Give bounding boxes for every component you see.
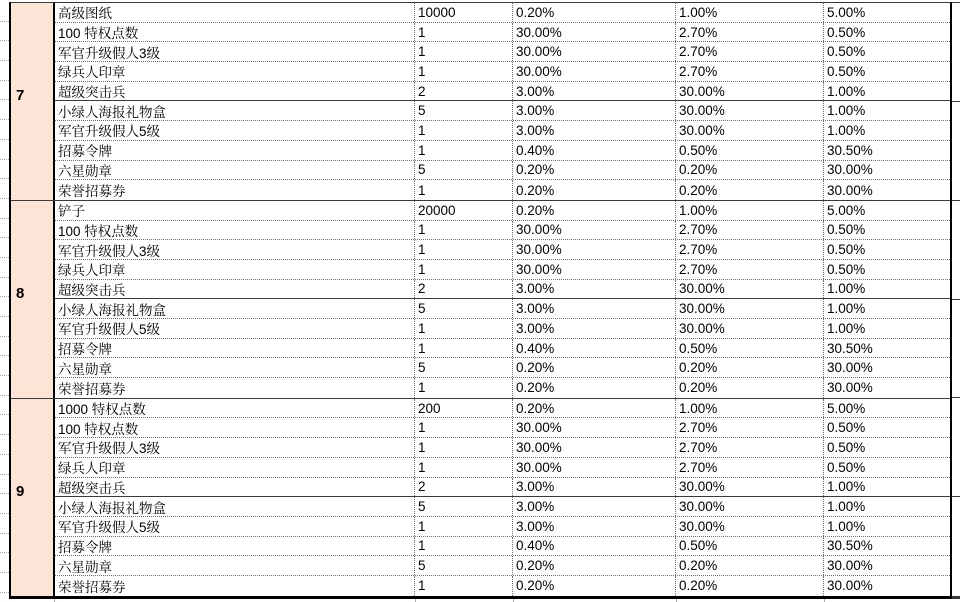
cell-probability-1[interactable]: 3.00%: [513, 517, 676, 536]
gridline-stub: [0, 356, 9, 376]
cell-probability-2[interactable]: 0.20%: [676, 180, 824, 200]
cell-probability-3[interactable]: 30.50%: [827, 142, 873, 158]
table-row: [55, 576, 950, 596]
cell-item-name[interactable]: 绿兵人印章: [55, 62, 415, 81]
cell-quantity[interactable]: 5: [415, 556, 513, 575]
cell-probability-1[interactable]: 0.20%: [513, 556, 676, 575]
table-row: [55, 319, 950, 339]
cell-probability-2[interactable]: 30.00%: [676, 101, 824, 120]
cell-quantity[interactable]: 10000: [415, 3, 513, 22]
cell-probability-2[interactable]: 2.70%: [676, 42, 824, 61]
cell-probability-3[interactable]: 0.50%: [827, 420, 866, 436]
table-row: [55, 101, 950, 121]
gridline-stub: [0, 534, 9, 554]
cell-item-name[interactable]: 100 特权点数: [55, 23, 415, 42]
cell-quantity[interactable]: 1: [415, 141, 513, 160]
cell-quantity[interactable]: 20000: [415, 201, 513, 220]
cell-probability-2[interactable]: 30.00%: [676, 82, 824, 101]
gridline-stub: [0, 337, 9, 357]
item-group-8: [11, 201, 950, 399]
cell-quantity[interactable]: 1: [415, 260, 513, 279]
gridline-stub: [0, 81, 9, 101]
table-row: [55, 517, 950, 537]
cell-probability-3[interactable]: 0.50%: [827, 261, 866, 277]
group-rows: [55, 399, 950, 596]
border-stub: [952, 200, 960, 201]
gridline-stub: [0, 238, 9, 258]
cell-probability-3[interactable]: 30.00%: [827, 162, 873, 178]
cell-quantity[interactable]: 2: [415, 82, 513, 101]
gridline-stub: [0, 160, 9, 180]
cell-quantity[interactable]: 5: [415, 299, 513, 318]
gridline-stub: [0, 179, 9, 199]
gridline-stub: [0, 41, 9, 61]
cell-item-name[interactable]: 军官升级假人5级: [55, 319, 415, 338]
cell-probability-1[interactable]: 3.00%: [513, 319, 676, 338]
table-row: [55, 497, 950, 517]
cell-quantity[interactable]: 1: [415, 62, 513, 81]
cell-probability-2[interactable]: 30.00%: [676, 280, 824, 299]
border-stub: [952, 496, 960, 497]
gridline-stub: [0, 396, 9, 416]
cell-quantity[interactable]: 5: [415, 358, 513, 377]
cell-probability-1[interactable]: 30.00%: [513, 418, 676, 437]
cell-probability-2[interactable]: 0.20%: [676, 576, 824, 596]
item-group-9: [11, 399, 950, 596]
cell-probability-3[interactable]: 5.00%: [827, 4, 866, 20]
table-row: [55, 458, 950, 478]
cell-quantity[interactable]: 1: [415, 240, 513, 259]
cell-item-name[interactable]: 荣誉招募券: [55, 180, 415, 200]
cell-probability-2[interactable]: 2.70%: [676, 240, 824, 259]
table-row: [55, 478, 950, 498]
cell-quantity[interactable]: 1: [415, 23, 513, 42]
cell-probability-1[interactable]: 30.00%: [513, 260, 676, 279]
gridline-stub: [0, 514, 9, 534]
cell-probability-3[interactable]: 1.00%: [827, 301, 866, 317]
cell-probability-2[interactable]: 1.00%: [676, 3, 824, 22]
gridline-stub: [0, 435, 9, 455]
cell-probability-1[interactable]: 0.20%: [513, 576, 676, 596]
cell-probability-3[interactable]: 1.00%: [827, 83, 866, 99]
cell-probability-1[interactable]: 0.40%: [513, 339, 676, 358]
cell-quantity[interactable]: 2: [415, 478, 513, 497]
border-stub: [952, 2, 960, 3]
cell-item-name[interactable]: 小绿人海报礼物盒: [55, 299, 415, 318]
gridline-stub: [0, 140, 9, 160]
cell-probability-3[interactable]: 30.00%: [827, 558, 873, 574]
gridline-stub: [0, 376, 9, 396]
gridline-stub: [0, 278, 9, 298]
gridline-stub: [0, 455, 9, 475]
cell-probability-3[interactable]: 30.00%: [827, 360, 873, 376]
table-row: [55, 556, 950, 576]
cell-item-name[interactable]: 超级突击兵: [55, 280, 415, 299]
cell-probability-1[interactable]: 30.00%: [513, 458, 676, 477]
cell-quantity[interactable]: 5: [415, 497, 513, 516]
cell-probability-1[interactable]: 0.20%: [513, 399, 676, 418]
cell-probability-2[interactable]: 1.00%: [676, 399, 824, 418]
cell-probability-1[interactable]: 0.20%: [513, 378, 676, 398]
cell-item-name[interactable]: 超级突击兵: [55, 478, 415, 497]
cell-quantity[interactable]: 1: [415, 576, 513, 596]
gridline-stub: [0, 2, 9, 22]
cell-probability-2[interactable]: 2.70%: [676, 260, 824, 279]
cell-probability-1[interactable]: 0.40%: [513, 141, 676, 160]
table-row: [55, 438, 950, 458]
cell-quantity[interactable]: 1: [415, 319, 513, 338]
cell-probability-3[interactable]: 0.50%: [827, 222, 866, 238]
table-row: [55, 180, 950, 200]
cell-probability-3[interactable]: 0.50%: [827, 24, 866, 40]
gridline-stub: [0, 475, 9, 495]
cell-probability-1[interactable]: 0.20%: [513, 161, 676, 180]
cell-quantity[interactable]: 1: [415, 418, 513, 437]
cell-probability-3[interactable]: 1.00%: [827, 518, 866, 534]
table-row: [55, 358, 950, 378]
cell-item-name[interactable]: 招募令牌: [55, 339, 415, 358]
gridline-stub: [0, 317, 9, 337]
cell-item-name[interactable]: 100 特权点数: [55, 221, 415, 240]
cell-quantity[interactable]: 2: [415, 280, 513, 299]
cell-probability-2[interactable]: 2.70%: [676, 458, 824, 477]
group-number-cell[interactable]: [11, 399, 55, 596]
cell-item-name[interactable]: 绿兵人印章: [55, 260, 415, 279]
cell-probability-3[interactable]: 1.00%: [827, 499, 866, 515]
cell-probability-3[interactable]: 30.00%: [827, 182, 873, 198]
gridline-stub: [0, 199, 9, 219]
left-cutoff-gridlines: [0, 2, 9, 593]
item-group-7: [11, 3, 950, 201]
cell-probability-3[interactable]: 5.00%: [827, 202, 866, 218]
table-row: [55, 339, 950, 359]
gridline-stub: [0, 494, 9, 514]
border-stub: [952, 596, 960, 599]
table-row: [55, 260, 950, 280]
cell-probability-3[interactable]: 30.50%: [827, 538, 873, 554]
group-number: 9: [16, 482, 25, 500]
cell-item-name[interactable]: 军官升级假人3级: [55, 438, 415, 457]
cell-item-name[interactable]: 招募令牌: [55, 141, 415, 160]
cell-probability-2[interactable]: 0.20%: [676, 358, 824, 377]
table-row: [55, 62, 950, 82]
table-row: [55, 161, 950, 181]
table-row: [55, 23, 950, 43]
cell-probability-2[interactable]: 1.00%: [676, 201, 824, 220]
cell-probability-3[interactable]: 0.50%: [827, 459, 866, 475]
cell-probability-1[interactable]: 30.00%: [513, 42, 676, 61]
cell-probability-3[interactable]: 0.50%: [827, 44, 866, 60]
group-rows: [55, 201, 950, 398]
group-rows: [55, 3, 950, 200]
cell-probability-2[interactable]: 2.70%: [676, 62, 824, 81]
cell-probability-1[interactable]: 30.00%: [513, 62, 676, 81]
cell-quantity[interactable]: 1: [415, 339, 513, 358]
cell-quantity[interactable]: 1: [415, 121, 513, 140]
cell-item-name[interactable]: 高级图纸: [55, 3, 415, 22]
cell-probability-3[interactable]: 1.00%: [827, 320, 866, 336]
cell-probability-2[interactable]: 2.70%: [676, 23, 824, 42]
gridline-stub: [0, 553, 9, 573]
cell-item-name[interactable]: 军官升级假人5级: [55, 517, 415, 536]
table-row: [55, 399, 950, 419]
gridline-stub: [0, 219, 9, 239]
table-row: [55, 3, 950, 23]
group-number-cell[interactable]: [11, 201, 55, 398]
cell-probability-1[interactable]: 30.00%: [513, 438, 676, 457]
border-stub: [952, 299, 960, 300]
cell-probability-3[interactable]: 30.00%: [827, 380, 873, 396]
cell-probability-1[interactable]: 3.00%: [513, 478, 676, 497]
table-row: [55, 537, 950, 557]
cell-probability-2[interactable]: 30.00%: [676, 517, 824, 536]
cell-probability-3[interactable]: 1.00%: [827, 122, 866, 138]
gridline-stub: [0, 415, 9, 435]
cell-item-name[interactable]: 六星勋章: [55, 161, 415, 180]
cell-probability-3[interactable]: 1.00%: [827, 103, 866, 119]
gridline-stub: [0, 100, 9, 120]
cell-probability-2[interactable]: 0.50%: [676, 339, 824, 358]
cell-probability-2[interactable]: 0.20%: [676, 378, 824, 398]
table-row: [55, 378, 950, 398]
cell-probability-2[interactable]: 30.00%: [676, 299, 824, 318]
cell-quantity[interactable]: 1: [415, 221, 513, 240]
cell-probability-3[interactable]: 0.50%: [827, 63, 866, 79]
cell-quantity[interactable]: 1: [415, 42, 513, 61]
cell-item-name[interactable]: 1000 特权点数: [55, 399, 415, 418]
cell-probability-2[interactable]: 0.50%: [676, 537, 824, 556]
cell-probability-2[interactable]: 2.70%: [676, 418, 824, 437]
cell-probability-2[interactable]: 30.00%: [676, 497, 824, 516]
cell-probability-3[interactable]: 30.00%: [827, 578, 873, 594]
cell-probability-3[interactable]: 1.00%: [827, 281, 866, 297]
gridline-stub: [0, 258, 9, 278]
cell-probability-3[interactable]: 0.50%: [827, 439, 866, 455]
gridline-stub: [0, 120, 9, 140]
cell-probability-1[interactable]: 3.00%: [513, 121, 676, 140]
cell-probability-2[interactable]: 0.50%: [676, 141, 824, 160]
table-row: [55, 221, 950, 241]
table-row: [55, 280, 950, 300]
cell-quantity[interactable]: 5: [415, 101, 513, 120]
cell-probability-1[interactable]: 0.20%: [513, 180, 676, 200]
cell-probability-2[interactable]: 30.00%: [676, 319, 824, 338]
cell-item-name[interactable]: 招募令牌: [55, 537, 415, 556]
cell-probability-2[interactable]: 30.00%: [676, 121, 824, 140]
cell-probability-1[interactable]: 0.20%: [513, 3, 676, 22]
gridline-stub: [0, 22, 9, 42]
cell-quantity[interactable]: 1: [415, 378, 513, 398]
cell-quantity[interactable]: 1: [415, 517, 513, 536]
probability-table: [9, 2, 952, 599]
cell-probability-3[interactable]: 0.50%: [827, 242, 866, 258]
table-row: [55, 141, 950, 161]
group-number: 8: [16, 284, 25, 302]
cell-probability-1[interactable]: 30.00%: [513, 23, 676, 42]
cell-probability-3[interactable]: 5.00%: [827, 400, 866, 416]
cell-item-name[interactable]: 绿兵人印章: [55, 458, 415, 477]
cell-quantity[interactable]: 1: [415, 438, 513, 457]
gridline-stub: [0, 61, 9, 81]
cell-item-name[interactable]: 六星勋章: [55, 556, 415, 575]
cell-item-name[interactable]: 铲子: [55, 201, 415, 220]
cell-quantity[interactable]: 1: [415, 537, 513, 556]
cell-item-name[interactable]: 小绿人海报礼物盒: [55, 497, 415, 516]
cell-probability-2[interactable]: 2.70%: [676, 438, 824, 457]
cell-quantity[interactable]: 1: [415, 458, 513, 477]
cell-quantity[interactable]: 5: [415, 161, 513, 180]
gridline-stub: [0, 297, 9, 317]
group-number-cell[interactable]: [11, 3, 55, 200]
cell-item-name[interactable]: 超级突击兵: [55, 82, 415, 101]
border-stub: [952, 397, 960, 398]
cell-probability-2[interactable]: 30.00%: [676, 478, 824, 497]
table-body: [11, 3, 950, 596]
cell-probability-3[interactable]: 30.50%: [827, 340, 873, 356]
table-row: [55, 42, 950, 62]
border-stub: [952, 101, 960, 102]
cell-item-name[interactable]: 荣誉招募券: [55, 576, 415, 596]
table-row: [55, 201, 950, 221]
cell-probability-1[interactable]: 0.20%: [513, 358, 676, 377]
gridline-stub: [0, 573, 9, 593]
cell-probability-1[interactable]: 0.20%: [513, 201, 676, 220]
cell-probability-1[interactable]: 3.00%: [513, 299, 676, 318]
table-row: [55, 418, 950, 438]
cell-quantity[interactable]: 1: [415, 180, 513, 200]
cell-probability-2[interactable]: 2.70%: [676, 221, 824, 240]
cell-item-name[interactable]: 小绿人海报礼物盒: [55, 101, 415, 120]
cell-item-name[interactable]: 100 特权点数: [55, 418, 415, 437]
cell-probability-1[interactable]: 3.00%: [513, 497, 676, 516]
cell-probability-1[interactable]: 0.40%: [513, 537, 676, 556]
group-number: 7: [16, 86, 25, 104]
cell-item-name[interactable]: 军官升级假人5级: [55, 121, 415, 140]
table-row: [55, 82, 950, 102]
cell-item-name[interactable]: 军官升级假人3级: [55, 240, 415, 259]
cell-probability-2[interactable]: 0.20%: [676, 161, 824, 180]
table-row: [55, 299, 950, 319]
cell-item-name[interactable]: 军官升级假人3级: [55, 42, 415, 61]
cell-item-name[interactable]: 荣誉招募券: [55, 378, 415, 398]
cell-item-name[interactable]: 六星勋章: [55, 358, 415, 377]
cell-probability-1[interactable]: 3.00%: [513, 82, 676, 101]
cell-probability-1[interactable]: 30.00%: [513, 221, 676, 240]
table-row: [55, 121, 950, 141]
cell-probability-1[interactable]: 3.00%: [513, 280, 676, 299]
cell-probability-3[interactable]: 1.00%: [827, 479, 866, 495]
cell-quantity[interactable]: 200: [415, 399, 513, 418]
cell-probability-2[interactable]: 0.20%: [676, 556, 824, 575]
cell-probability-1[interactable]: 3.00%: [513, 101, 676, 120]
cell-probability-1[interactable]: 30.00%: [513, 240, 676, 259]
table-row: [55, 240, 950, 260]
